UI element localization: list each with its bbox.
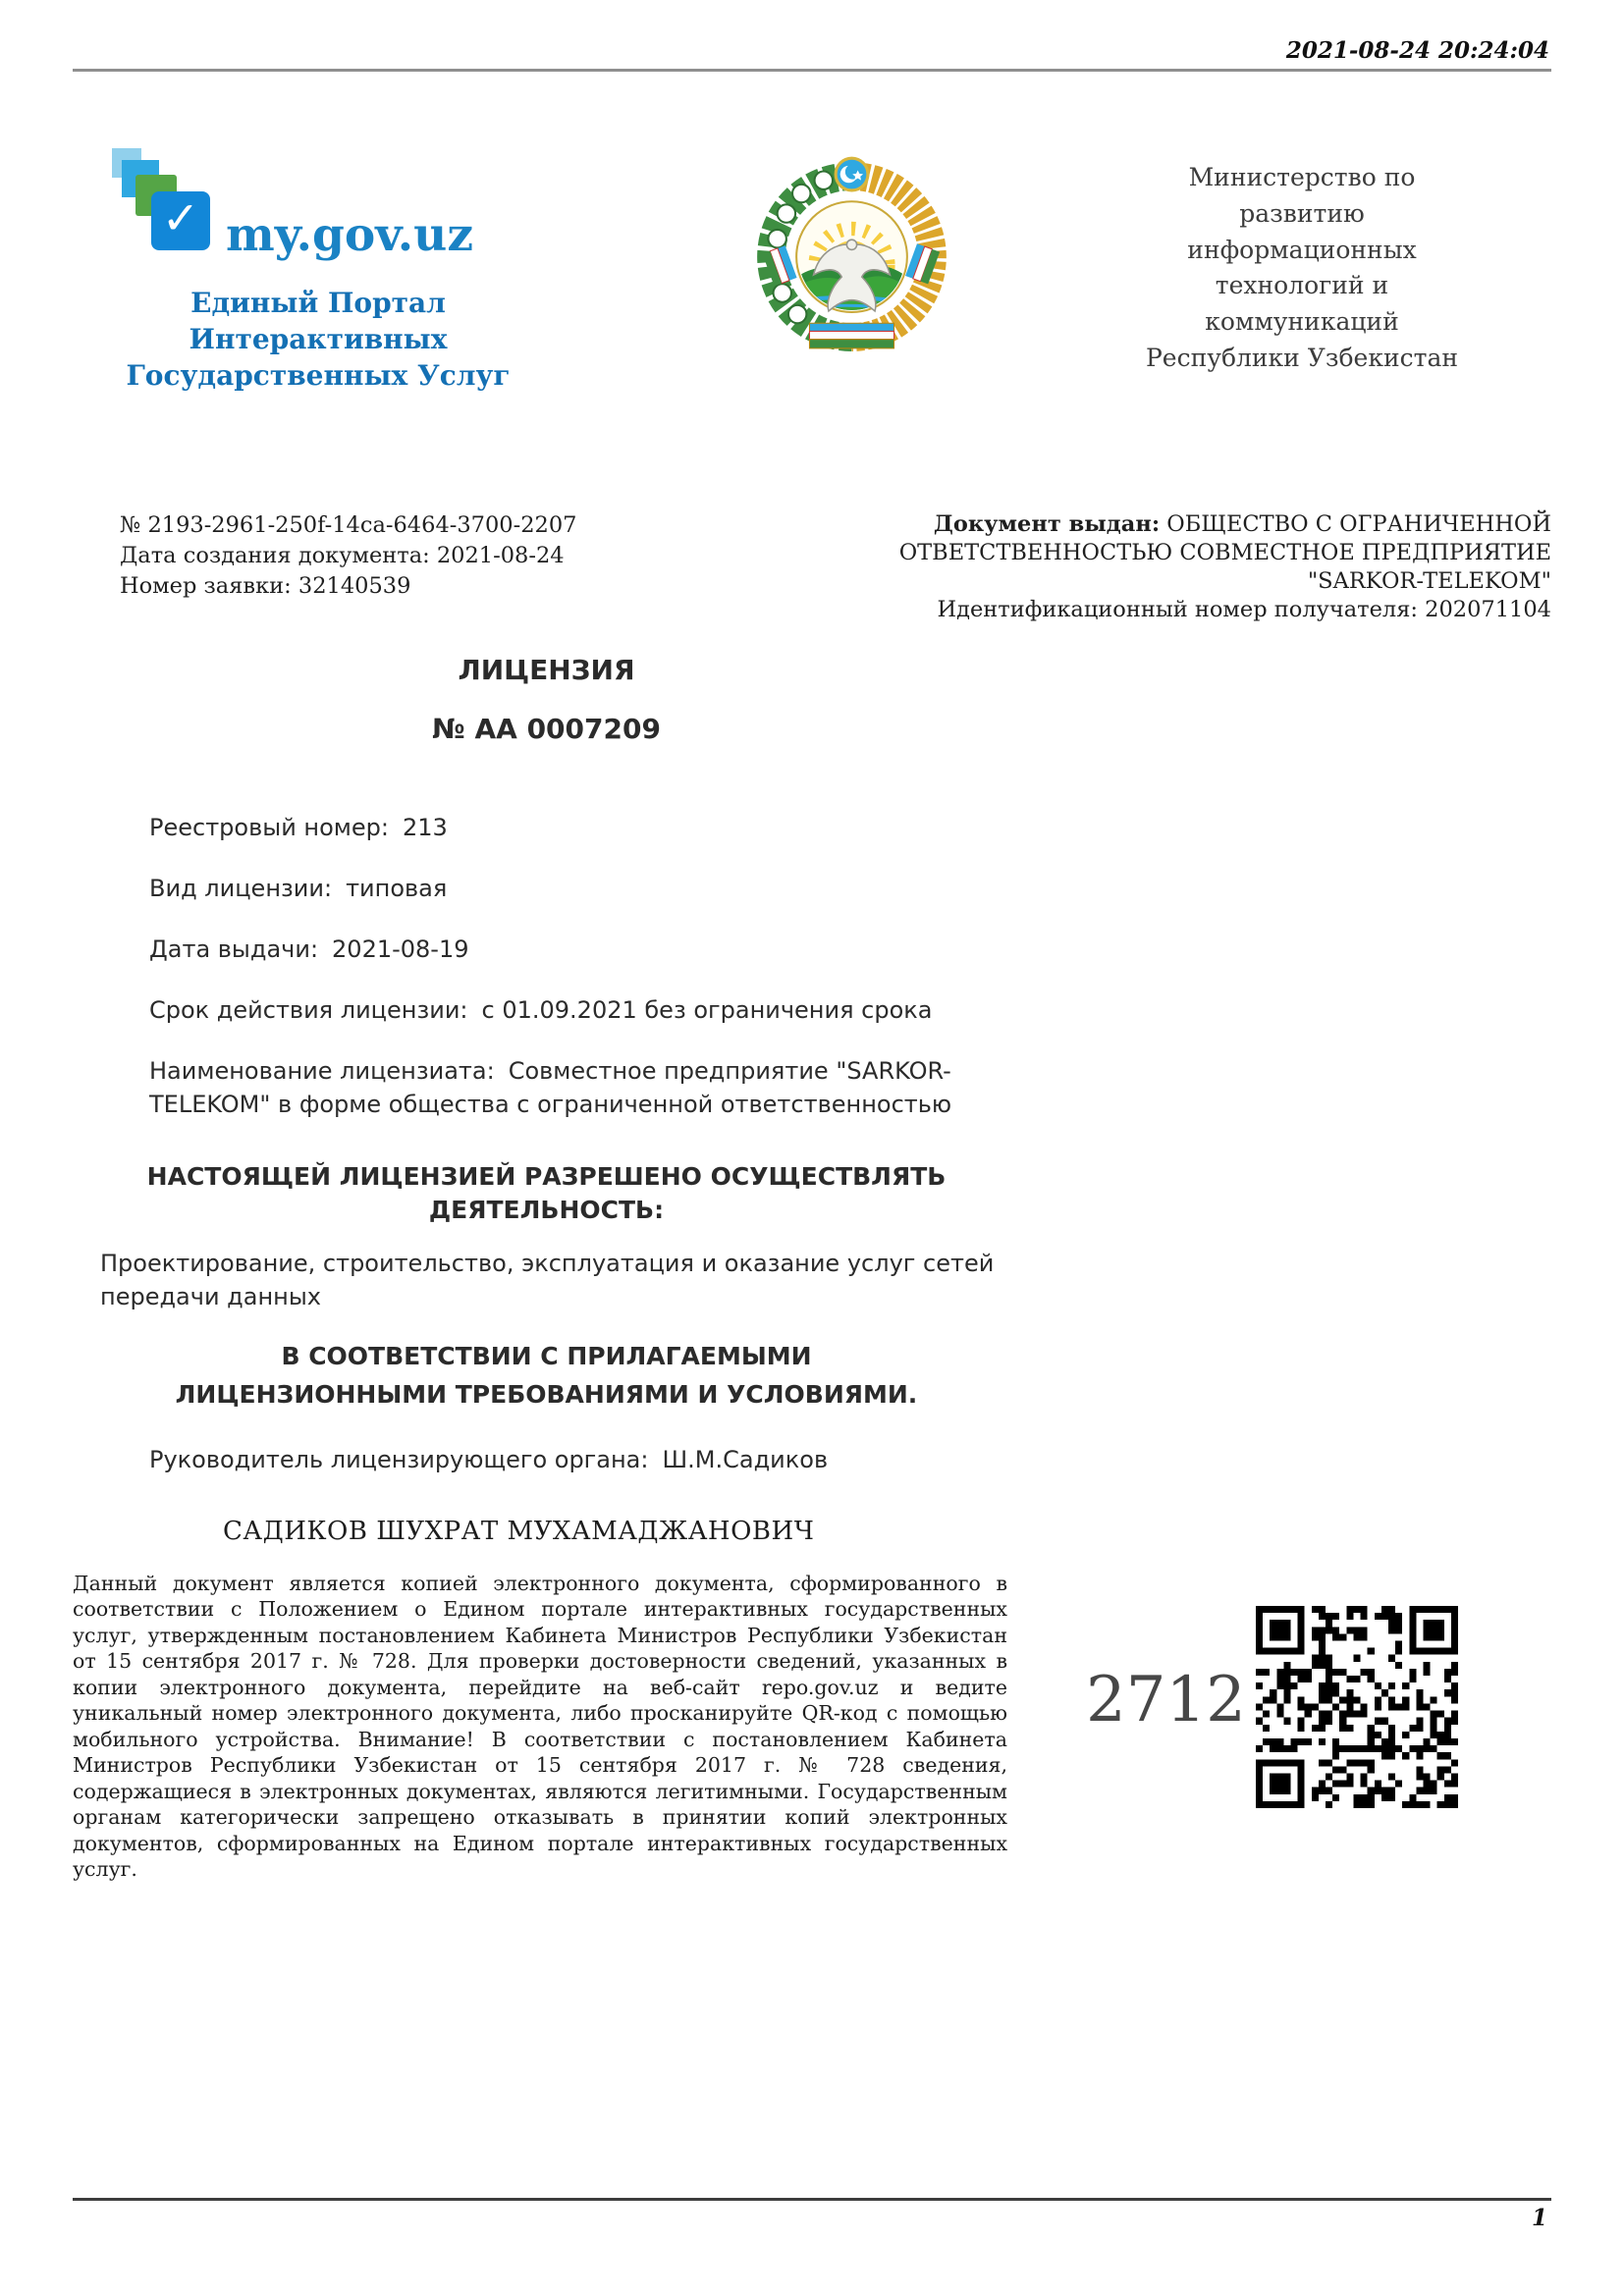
issued-to-value: ОБЩЕСТВО С ОГРАНИЧЕННОЙ ОТВЕТСТВЕННОСТЬЮ СОВМЕСТНОЕ ПРЕДПРИЯТИЕ "SARKOR-TELEKOM"	[898, 510, 1551, 594]
uzbekistan-emblem-graphic	[751, 152, 952, 353]
field-label: Руководитель лицензирующего органа:	[149, 1445, 649, 1473]
field-value: с 01.09.2021 без ограничения срока	[481, 995, 933, 1024]
mygovuz-logo-main	[73, 148, 564, 284]
field-licensee-name	[73, 1054, 1020, 1121]
application-number: Номер заявки: 32140539	[120, 572, 411, 599]
field-label: Дата выдачи:	[149, 934, 319, 963]
page-footer	[73, 2198, 1551, 2231]
field-label: Срок действия лицензии:	[149, 995, 468, 1024]
field-validity	[73, 993, 1020, 1027]
logo-square-blue	[151, 191, 210, 250]
document-meta-left	[73, 510, 623, 602]
license-body	[73, 654, 1020, 1547]
document-meta-right	[844, 510, 1551, 624]
page-number: 1	[1531, 2205, 1547, 2231]
permitted-activity-heading: НАСТОЯЩЕЙ ЛИЦЕНЗИЕЙ РАЗРЕШЕНО ОСУЩЕСТВЛЯТЬ ДЕЯТЕЛЬНОСТЬ:	[146, 1161, 947, 1224]
header-timestamp: 2021-08-24 20:24:04	[1285, 37, 1549, 64]
header-divider	[73, 69, 1551, 72]
checkmark-icon: ✓	[161, 191, 200, 244]
ministry-name: Министерство по развитию информационных технологий и коммуникаций Республики Узбекистан	[1145, 163, 1459, 372]
field-license-type	[73, 872, 1020, 905]
license-fields	[73, 811, 1020, 1121]
qr-code	[1256, 1606, 1458, 1808]
document-number: № 2193-2961-250f-14ca-6464-3700-2207	[120, 511, 577, 538]
license-title: ЛИЦЕНЗИЯ	[458, 653, 635, 686]
field-registry-number	[73, 811, 1020, 844]
document-created-date: Дата создания документа: 2021-08-24	[120, 542, 565, 568]
field-label: Реестровый номер:	[149, 813, 389, 841]
logo-subtitle-line2: Государственных Услуг	[126, 358, 511, 392]
field-label: Вид лицензии:	[149, 874, 333, 902]
uzbekistan-emblem	[751, 152, 952, 357]
field-value: Совместное предприятие "SARKOR-TELEKOM" в форме общества с ограниченной ответственностью	[149, 1056, 952, 1118]
logo-subtitle	[73, 286, 564, 395]
issued-to-line	[844, 510, 1551, 596]
logo-title: my.gov.uz	[226, 208, 474, 262]
mygovuz-logo-icon	[73, 148, 220, 284]
field-label: Наименование лицензиата:	[149, 1056, 495, 1085]
mygovuz-logo	[73, 148, 564, 395]
head-full-name: САДИКОВ ШУХРАТ МУХАМАДЖАНОВИЧ	[223, 1516, 815, 1546]
verification-block	[73, 1571, 1551, 1883]
field-value: 2021-08-19	[332, 934, 469, 963]
conditions-heading: В СООТВЕТСТВИИ С ПРИЛАГАЕМЫМИ ЛИЦЕНЗИОННЫМИ ТРЕБОВАНИЯМИ И УСЛОВИЯМИ.	[175, 1341, 918, 1409]
field-issue-date	[73, 933, 1020, 966]
legal-note: Данный документ является копией электронного документа, сформированного в соответствии с Положением о Едином портале интерактивных государственных услуг, утвержденным постановлением Кабинета Министров Республики Узбекистан от 15 сентября 2017 г. № 728. Для проверки достоверности сведений, указанных в копии электронного документа, перейдите на веб-сайт repo.gov.uz и ведите уникальный номер электронного документа, либо просканируйте QR-код с помощью мобильного устройства. Внимание! В соответствии с постановлением Кабинета Министров Республики Узбекистан от 15 сентября 2017 г. № 728 сведения, содержащиеся в электронных документах, являются легитимными. Государственным органам категорически запрещено отказывать в принятии копий электронных документов, сформированных на Едином портале интерактивных государственных услуг.	[73, 1571, 1007, 1882]
logo-subtitle-line1: Единый Портал Интерактивных	[189, 287, 448, 355]
field-value: типовая	[346, 874, 448, 902]
license-number: № АА 0007209	[432, 712, 661, 745]
issued-to-label: Документ выдан:	[933, 510, 1161, 537]
verification-code: 2712	[1086, 1663, 1246, 1736]
recipient-id: Идентификационный номер получателя: 202071104	[937, 596, 1551, 622]
field-value: 213	[402, 813, 448, 841]
permitted-activity: Проектирование, строительство, эксплуатация и оказание услуг сетей передачи данных	[100, 1249, 995, 1310]
footer-divider	[73, 2198, 1551, 2201]
document-meta	[73, 510, 1551, 624]
licensing-authority-head	[73, 1443, 1020, 1476]
brand-row	[73, 142, 1551, 395]
page-header	[73, 0, 1551, 72]
field-value: Ш.М.Садиков	[662, 1445, 829, 1473]
